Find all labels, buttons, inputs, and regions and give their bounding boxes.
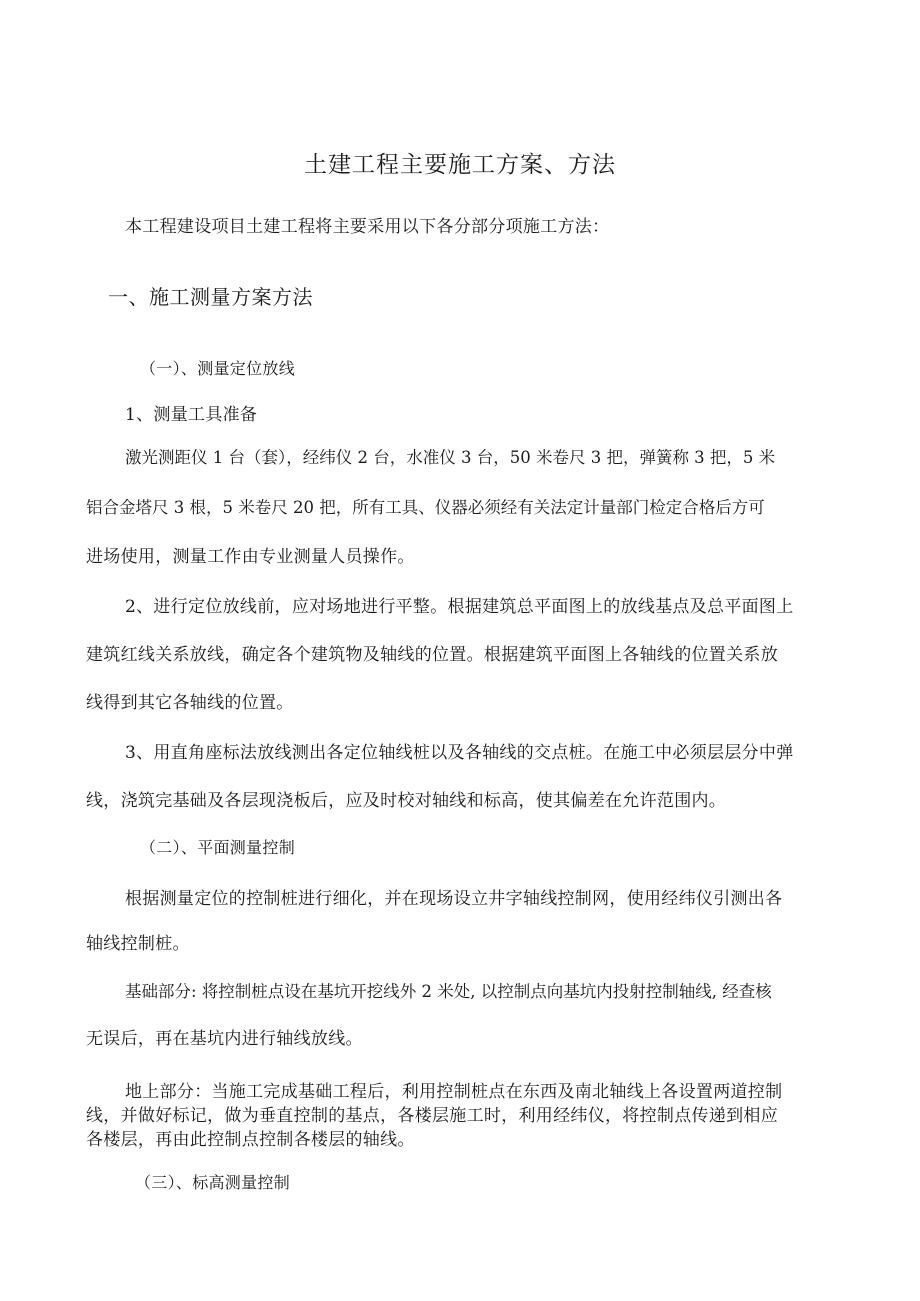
paragraph-line: 线，并做好标记，做为垂直控制的基点，各楼层施工时，利用经纬仪，将控制点传递到相应 <box>86 1106 778 1126</box>
item-2-line: 2、进行定位放线前，应对场地进行平整。根据建筑总平面图上的放线基点及总平面图上 <box>125 597 794 617</box>
item-3-line: 3、用直角座标法放线测出各定位轴线桩以及各轴线的交点桩。在施工中必须层层分中弹 <box>125 743 794 763</box>
item-1-line: 进场使用，测量工作由专业测量人员操作。 <box>86 547 415 567</box>
item-2-line: 线得到其它各轴线的位置。 <box>86 693 294 713</box>
intro-paragraph: 本工程建设项目土建工程将主要采用以下各分部分项施工方法： <box>125 217 610 237</box>
paragraph-line: 轴线控制桩。 <box>86 934 190 954</box>
paragraph-line: 地上部分：当施工完成基础工程后，利用控制桩点在东西及南北轴线上各设置两道控制 <box>125 1082 783 1102</box>
item-1-heading: 1、测量工具准备 <box>125 405 258 425</box>
section-1-heading: 一、施工测量方案方法 <box>108 285 313 309</box>
subsection-1-heading: （一）、测量定位放线 <box>140 359 296 378</box>
subsection-2-heading: （二）、平面测量控制 <box>140 838 296 857</box>
paragraph-line: 无误后，再在基坑内进行轴线放线。 <box>86 1029 363 1049</box>
paragraph-line: 根据测量定位的控制桩进行细化，并在现场设立井字轴线控制网，使用经纬仪引测出各 <box>125 889 783 909</box>
item-1-line: 铝合金塔尺 3 根，5 米卷尺 20 把，所有工具、仪器必须经有关法定计量部门检定合格后方可 <box>86 498 765 517</box>
item-3-line: 线，浇筑完基础及各层现浇板后，应及时校对轴线和标高，使其偏差在允许范围内。 <box>86 791 727 811</box>
item-2-line: 建筑红线关系放线，确定各个建筑物及轴线的位置。根据建筑平面图上各轴线的位置关系放 <box>86 645 778 665</box>
paragraph-line: 各楼层，再由此控制点控制各楼层的轴线。 <box>86 1130 415 1150</box>
paragraph-line: 基础部分: 将控制桩点设在基坑开挖线外 2 米处, 以控制点向基坑内投射控制轴线, 经查核 <box>125 982 772 1001</box>
subsection-3-heading: （三）、标高测量控制 <box>135 1173 291 1192</box>
item-1-line: 激光测距仪 1 台（套），经纬仪 2 台，水准仪 3 台，50 米卷尺 3 把，弹簧称 3 把，5 米 <box>125 448 776 467</box>
document-title: 土建工程主要施工方案、方法 <box>304 152 616 178</box>
